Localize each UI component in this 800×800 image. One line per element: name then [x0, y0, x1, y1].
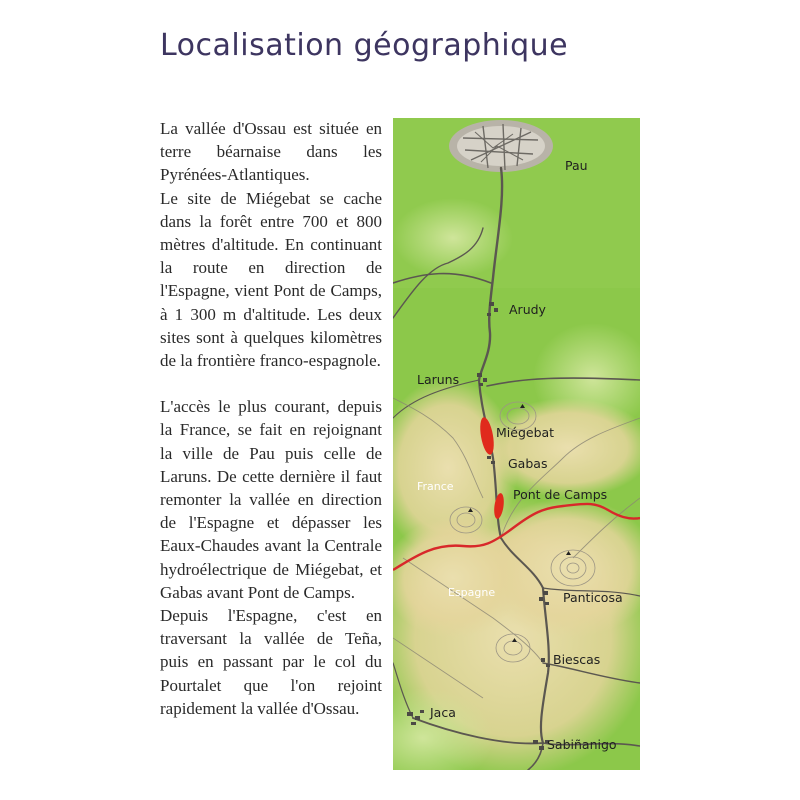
label-gabas: Gabas — [508, 456, 548, 471]
label-pont-de-camps: Pont de Camps — [513, 487, 608, 502]
label-miegebat: Miégebat — [496, 425, 555, 440]
paragraph-location: La vallée d'Ossau est située en terre béarnaise dans les Pyrénées-Atlantiques. — [160, 119, 382, 185]
label-espagne: Espagne — [448, 586, 496, 599]
region-map — [393, 118, 640, 770]
pau-city — [449, 120, 553, 172]
body-text — [160, 117, 382, 720]
paragraph-access-spain: Depuis l'Espagne, c'est en traversant la vallée de Teña, puis en passant par le col du Pourtalet que l'on rejoint rapidement la vallée d'Ossau. — [160, 606, 382, 718]
paragraph-sites: Le site de Miégebat se cache dans la forêt entre 700 et 800 mètres d'altitude. En continuant la route en direction de l'Espagne, vient Pont de Camps, à 1 300 m d'altitude. Les deux sites sont à quelques kilomètres de la frontière franco-espagnole. — [160, 188, 382, 371]
label-biescas: Biescas — [553, 652, 601, 667]
label-laruns: Laruns — [417, 372, 460, 387]
paragraph-access-france: L'accès le plus courant, depuis la France, se fait en rejoignant la ville de Pau puis celle de Laruns. De cette dernière il faut remonter la vallée en direction de l'Espagne et dépasser les Eaux-Chaudes avant la Centrale hydroélectrique de Miégebat, et Gabas avant Pont de Camps. — [160, 397, 382, 602]
label-panticosa: Panticosa — [563, 590, 623, 605]
label-france: France — [417, 480, 454, 493]
page-title: Localisation géographique — [160, 28, 569, 63]
label-pau: Pau — [565, 158, 588, 173]
label-arudy: Arudy — [509, 302, 546, 317]
label-sabinanigo: Sabiñanigo — [547, 737, 617, 752]
label-jaca: Jaca — [430, 705, 456, 720]
